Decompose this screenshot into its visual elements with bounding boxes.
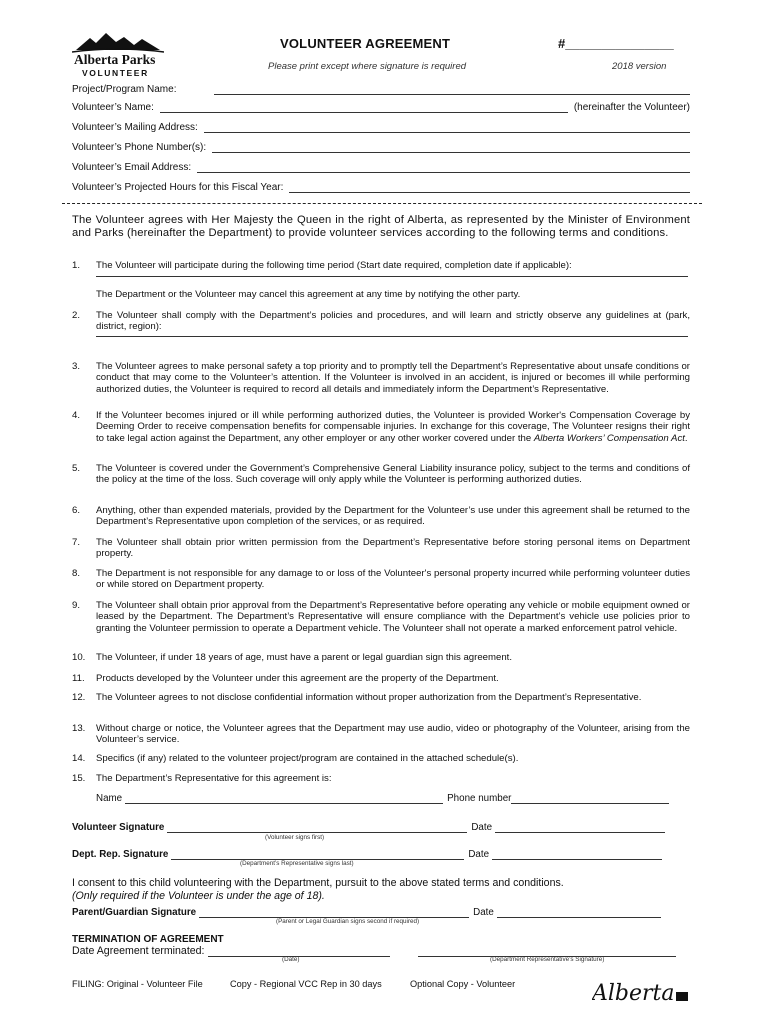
intro-paragraph: The Volunteer agrees with Her Majesty the Queen in the right of Alberta, as represented by the Minister of Environment and Parks (hereinafter the Department) to provide volunteer services according to the following terms and conditions. <box>72 214 690 240</box>
term-item-10: 10. The Volunteer, if under 18 years of age, must have a parent or legal guardian sign this agreement. <box>72 652 512 663</box>
rep-phone-input[interactable] <box>511 794 669 804</box>
term-item-1-note: The Department or the Volunteer may cancel this agreement at any time by notifying the other party. <box>96 289 521 300</box>
consent-text: I consent to this child volunteering with the Department, pursuit to the above stated terms and conditions. (Only required if the Volunteer is under the age of 18). <box>72 877 564 902</box>
termination-label: Date Agreement terminated: <box>72 945 205 957</box>
print-instruction: Please print except where signature is required <box>268 61 467 72</box>
brand-sub: VOLUNTEER <box>82 68 149 78</box>
parent-date-label: Date <box>473 907 494 918</box>
rep-name-input[interactable] <box>125 794 443 804</box>
parent-signature-note: (Parent or Legal Guardian signs second if required) <box>276 918 420 925</box>
dept-date-label: Date <box>468 849 490 860</box>
volunteer-signature-note: (Volunteer signs first) <box>265 834 325 841</box>
term-item-6: 6. Anything, other than expended materials, provided by the Department for the Volunteer’s use under this agreement shall be returned to the Department’s Representative upon completion of the services, or as required. <box>72 505 690 528</box>
parent-signature-label: Parent/Guardian Signature <box>72 907 197 918</box>
email-input[interactable] <box>197 163 690 173</box>
hours-input[interactable] <box>289 183 690 193</box>
parent-signature-input[interactable] <box>199 908 469 918</box>
program-input[interactable] <box>214 85 690 95</box>
term-item-9: 9. The Volunteer shall obtain prior approval from the Department’s Representative before operating any vehicle or mobile equipment owned or leased by the Department. The Department’s Representative will ensure compliance with the Department’s vehicle use policies prior to granting the Volunteer permission to operate a Department vehicle. The Volunteer shall not operate a marked enforcement patrol vehicle. <box>72 600 690 634</box>
termination-title: TERMINATION OF AGREEMENT <box>72 934 224 945</box>
termination-date-note: (Date) <box>282 956 300 963</box>
name-label: Volunteer’s Name: <box>72 102 154 113</box>
rep-name-label: Name <box>96 793 123 804</box>
filing-original: FILING: Original - Volunteer File <box>72 979 203 989</box>
brand-name: Alberta Parks <box>74 52 156 67</box>
mountain-logo-icon <box>72 30 164 54</box>
term-item-3: 3. The Volunteer agrees to make personal safety a top priority and to promptly tell the Department’s Representative about unsafe conditions or conduct that may come to the Volunteer’s attention. If the Volunteer is involved in an accident, is injured or becomes ill while performing authorized duties, the Volunteer is required to record all details and immediately inform the Department’s Representative. <box>72 361 690 395</box>
term-item-15: 15. The Department’s Representative for this agreement is: <box>72 773 332 784</box>
hours-label: Volunteer’s Projected Hours for this Fiscal Year: <box>72 182 284 193</box>
alberta-parks-logo <box>72 30 164 78</box>
phone-label: Volunteer’s Phone Number(s): <box>72 142 207 153</box>
time-period-input[interactable] <box>96 276 688 277</box>
term-item-2: 2. The Volunteer shall comply with the Department’s policies and procedures, and will learn and strictly observe any guidelines at (park, district, region): <box>72 310 690 333</box>
term-item-7: 7. The Volunteer shall obtain prior written permission from the Department’s Representative before storing personal items on Department property. <box>72 537 690 560</box>
dept-signature-note: (Department’s Representative signs last) <box>240 860 354 867</box>
volunteer-signature-label: Volunteer Signature <box>72 822 165 833</box>
email-field[interactable] <box>72 162 690 173</box>
term-item-12: 12. The Volunteer agrees to not disclose confidential information without proper authorization from the Department’s Representative. <box>72 692 642 703</box>
program-name-field[interactable] <box>72 84 690 95</box>
volunteer-date-input[interactable] <box>495 823 665 833</box>
term-item-1: 1. The Volunteer will participate during the following time period (Start date required, completion date if applicable): <box>72 260 572 271</box>
agreement-number[interactable]: #_______________ <box>558 36 674 51</box>
name-suffix: (hereinafter the Volunteer) <box>573 102 690 113</box>
guidelines-input[interactable] <box>96 336 688 337</box>
mailing-address-field[interactable] <box>72 122 690 133</box>
form-version: 2018 version <box>612 61 667 72</box>
term-item-8: 8. The Department is not responsible for any damage to or loss of the Volunteer's personal property incurred while performing volunteer duties or while stored on Department property. <box>72 568 690 591</box>
dept-date-input[interactable] <box>492 850 662 860</box>
program-label: Project/Program Name: <box>72 84 177 95</box>
term-item-11: 11. Products developed by the Volunteer under this agreement are the property of the Department. <box>72 673 499 684</box>
address-input[interactable] <box>204 123 690 133</box>
term-item-13: 13. Without charge or notice, the Volunteer agrees that the Department may use audio, video or photography of the Volunteer, arising from the Volunteer’s service. <box>72 723 690 746</box>
rep-phone-label: Phone number <box>447 793 512 804</box>
phone-field[interactable] <box>72 142 690 153</box>
volunteer-signature-row[interactable] <box>72 822 665 833</box>
alberta-wordmark-text: Alberta <box>592 981 675 1006</box>
filing-copy-volunteer: Optional Copy - Volunteer <box>410 979 516 989</box>
page-title: VOLUNTEER AGREEMENT <box>280 36 451 51</box>
term-item-14: 14. Specifics (if any) related to the volunteer project/program are contained in the attached schedule(s). <box>72 753 519 764</box>
volunteer-date-label: Date <box>471 822 493 833</box>
name-input[interactable] <box>160 103 568 113</box>
volunteer-name-field[interactable] <box>72 102 690 113</box>
parent-signature-row[interactable] <box>72 907 661 918</box>
dept-signature-row[interactable] <box>72 849 662 860</box>
hours-field[interactable] <box>72 182 690 193</box>
rep-name-row[interactable] <box>96 793 669 804</box>
termination-rep-note: (Department Representative’s Signature) <box>490 956 605 963</box>
volunteer-signature-input[interactable] <box>167 823 467 833</box>
dept-signature-label: Dept. Rep. Signature <box>72 849 169 860</box>
term-item-4: 4. If the Volunteer becomes injured or ill while performing authorized duties, the Volunteer is provided Worker's Compensation Coverage by Deeming Order to receive compensation benefits for compensable injuries. In exchange for this coverage, The Volunteer resigns their right to take legal action against the Department, any other employer or any other worker covered under the Alberta Workers’ Compensation Act. <box>72 410 690 444</box>
section-divider <box>62 203 702 204</box>
alberta-wordmark-icon <box>592 978 692 1006</box>
address-label: Volunteer’s Mailing Address: <box>72 122 198 133</box>
email-label: Volunteer’s Email Address: <box>72 162 192 173</box>
phone-input[interactable] <box>212 143 690 153</box>
term-item-5: 5. The Volunteer is covered under the Government’s Comprehensive General Liability insurance policy, subject to the terms and conditions of the policy at the time of the loss. Such coverage will only apply while the Volunteer is performing authorized duties. <box>72 463 690 486</box>
filing-copy-regional: Copy - Regional VCC Rep in 30 days <box>230 979 382 989</box>
act-name: Alberta Workers’ Compensation Act <box>533 432 685 444</box>
dept-signature-input[interactable] <box>171 850 464 860</box>
parent-date-input[interactable] <box>497 908 661 918</box>
